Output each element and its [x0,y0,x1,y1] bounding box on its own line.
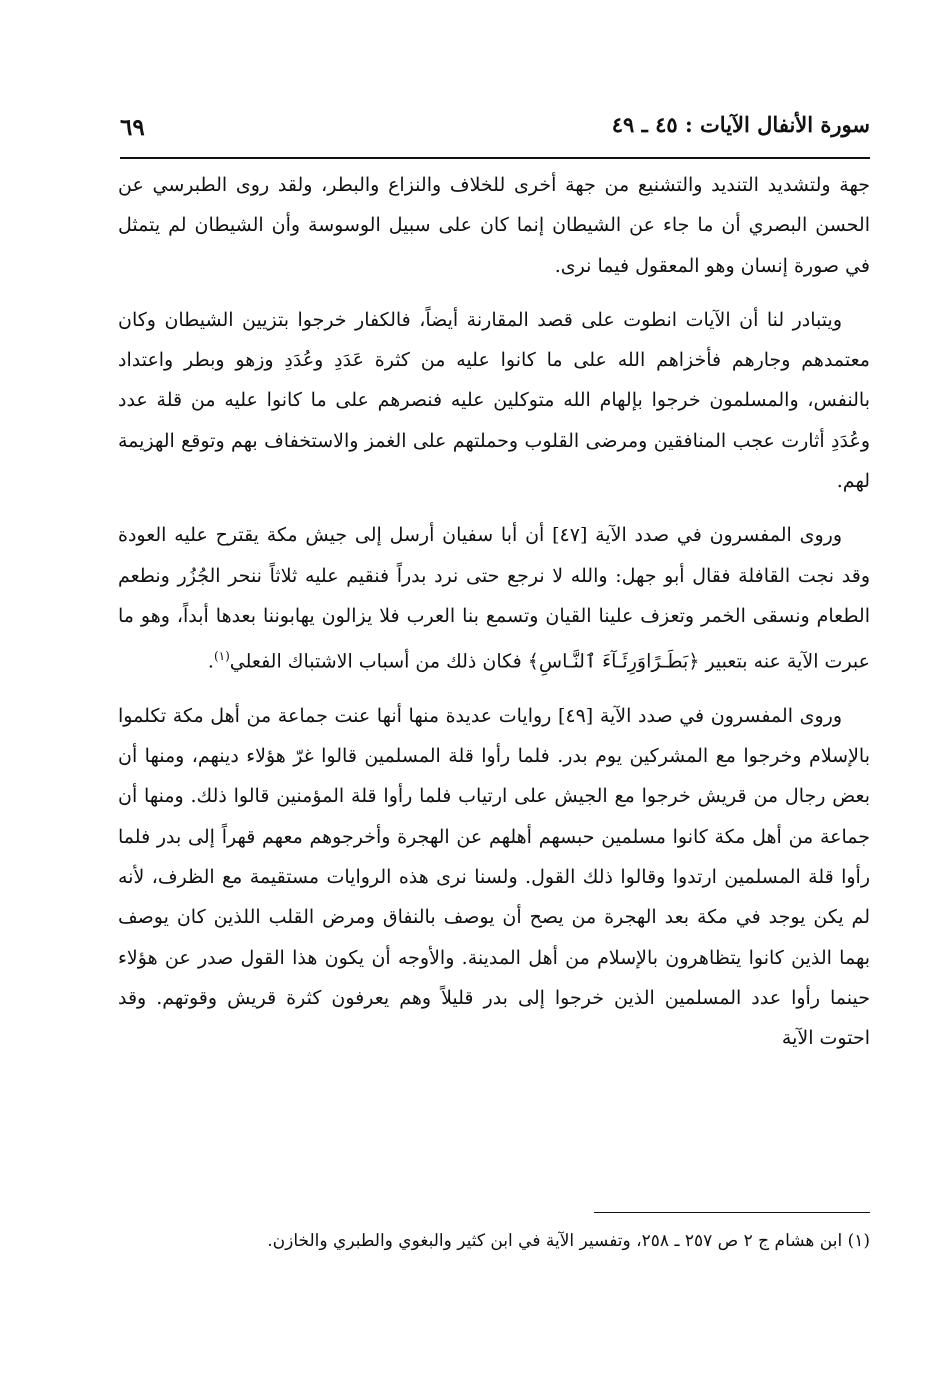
running-title: سورة الأنفال الآيات : ٤٥ ـ ٤٩ [611,112,870,137]
paragraph-1: جهة ولتشديد التنديد والتشنيع من جهة أخرى للخلاف والنزاع والبطر، ولقد روى الطبرسي عن الحسن البصري أن ما جاء عن الشيطان إنما كان على سبيل الوسوسة وأن الشيطان لم يتمثل في صورة إنسان وهو المعقول فيما نرى. [118,174,870,277]
footnote: (١) ابن هشام ج ٢ ص ٢٥٧ ـ ٢٥٨، وتفسير الآية في ابن كثير والبغوي والطبري والخازن. [267,1231,870,1251]
paragraph-3 [118,515,870,682]
paragraph-4: وروى المفسرون في صدد الآية [٤٩] روايات عديدة منها أنها عنت جماعة من أهل مكة تكلموا بالإسلام وخرجوا مع المشركين يوم بدر. فلما رأوا قلة المسلمين قالوا غرّ هؤلاء دينهم، ومنها أن بعض رجال من قريش خرجوا مع الجيش على ارتياب فلما رأوا قلة المؤمنين قالوا ذلك. ومنها أن جماعة من أهل مكة كانوا مسلمين حبسهم أهلهم عن الهجرة وأخرجوهم معهم قهراً إلى بدر فلما رأوا قلة المسلمين ارتدوا وقالوا ذلك القول. ولسنا نرى هذه الروايات مستقيمة مع الظرف، لأنه لم يكن يوجد في مكة بعد الهجرة من يصح أن يوصف بالنفاق ومرض القلب اللذين كان يوصف بهما الذين كانوا يتظاهرون بالإسلام من أهل المدينة. والأوجه أن يكون هذا القول صدر عن هؤلاء حينما رأوا عدد المسلمين الذين خرجوا إلى بدر قليلاً وهم يعرفون كثرة قريش وقوتهم. وقد احتوت الآية [118,704,870,1050]
paragraph-3-text: وروى المفسرون في صدد الآية [٤٧] أن أبا سفيان أرسل إلى جيش مكة يقترح عليه العودة وقد نجت القافلة فقال أبو جهل: والله لا نرجع حتى نرد بدراً فنقيم عليه ثلاثاً ننحر الجُزُر ونطعم الطعام ونسقى الخمر وتعزف علينا القيان وتسمع بنا العرب فلا يزالون يهابوننا بعدها أبداً، وهو ما عبرت الآية عنه بتعبير ﴿بَطَـرًاوَرِئَـآءَ ٱلنَّـاسِ﴾ فكان ذلك من أسباب الاشتباك الفعلي [118,524,870,673]
footnote-divider [594,1212,870,1213]
paragraph-2: ويتبادر لنا أن الآيات انطوت على قصد المقارنة أيضاً، فالكفار خرجوا بتزيين الشيطان وكان معتمدهم وجارهم فأخزاهم الله على ما كانوا عليه من كثرة عَدَدِ وعُدَدِ وزهو وبطر واعتداد بالنفس، والمسلمون خرجوا بإلهام الله متوكلين عليه فنصرهم على ما كانوا عليه من قلة عدد وعُدَدِ أثارت عجب المنافقين ومرضى القلوب وحملتهم على الغمز والاستخفاف بهم وتوقع الهزيمة لهم. [118,308,870,493]
footnote-reference: (١) [213,649,230,664]
page-header [120,112,870,152]
header-divider [120,157,870,159]
paragraph-3-end: . [207,650,214,673]
page-number: ٦٩ [120,114,145,141]
main-text [118,165,870,1073]
